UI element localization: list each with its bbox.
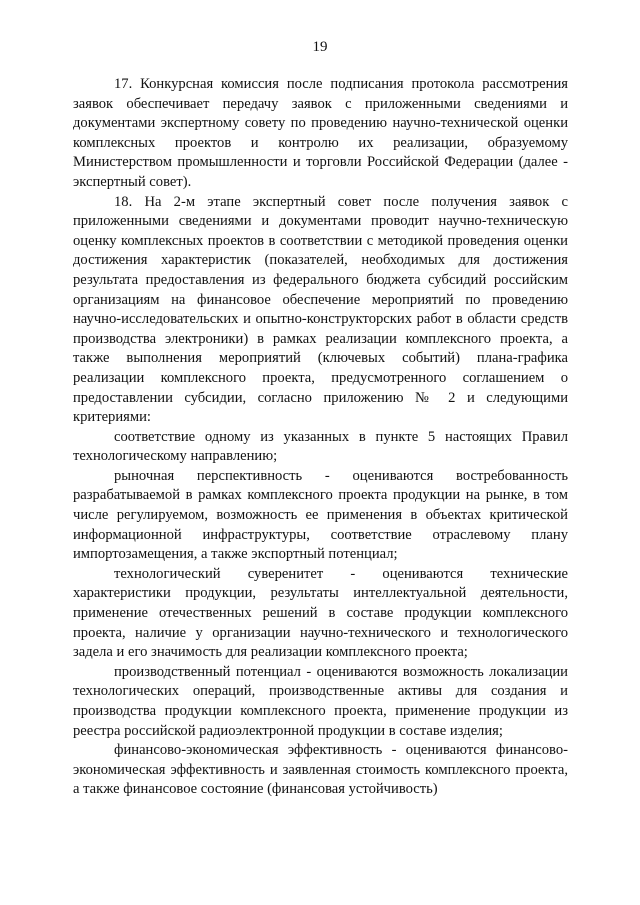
criterion-production-potential: производственный потенциал - оцениваются возможность локализации технологических операций, производственные активы для создания и производства продукции комплексного проекта, применение продукции из реестра российской радиоэлектронной продукции в составе изделия;: [73, 663, 568, 739]
document-body: [73, 75, 568, 800]
criterion-market-prospects: рыночная перспективность - оцениваются востребованность разрабатываемой в рамках комплексного проекта продукции на рынке, в том числе регулируемом, возможность ее применения в объектах критической информационной инфраструктуры, соответствие отраслевому плану импортозамещения, а также экспортный потенциал;: [73, 467, 568, 563]
page-number: 19: [312, 39, 328, 55]
criterion-technology-direction: соответствие одному из указанных в пункте 5 настоящих Правил технологическому направлению;: [73, 428, 568, 465]
criterion-financial-efficiency: финансово-экономическая эффективность - оцениваются финансово-экономическая эффективность и заявленная стоимость комплексного проекта, а также финансовое состояние (финансовая устойчивость): [73, 742, 568, 798]
paragraph-18-expert-council: 18. На 2-м этапе экспертный совет после получения заявок с приложенными сведениями и документами проводит научно-техническую оценку комплексных проектов в соответствии с методикой проведения оценки достижения характеристик (показателей, необходимых для достижения результата предоставления из федерального бюджета субсидий российским организациям на финансовое обеспечение мероприятий по проведению научно-исследовательских и опытно-конструкторских работ в области средств производства электроники) в рамках реализации комплексного проекта, а также выполнения мероприятий (ключевых событий) плана-графика реализации комплексного проекта, предусмотренного соглашением о предоставлении субсидии, согласно приложению № 2 и следующими критериями:: [73, 193, 568, 426]
criterion-technological-sovereignty: технологический суверенитет - оцениваются технические характеристики продукции, результаты интеллектуальной деятельности, применение отечественных решений в составе продукции комплексного проекта, наличие у организации научно-технического и технологического задела и его значимость для реализации комплексного проекта;: [73, 565, 568, 661]
paragraph-17-commission: 17. Конкурсная комиссия после подписания протокола рассмотрения заявок обеспечивает передачу заявок с приложенными сведениями и документами экспертному совету по проведению научно-технической оценки комплексных проектов и контролю их реализации, образуемому Министерством промышленности и торговли Российской Федерации (далее - экспертный совет).: [73, 76, 568, 190]
